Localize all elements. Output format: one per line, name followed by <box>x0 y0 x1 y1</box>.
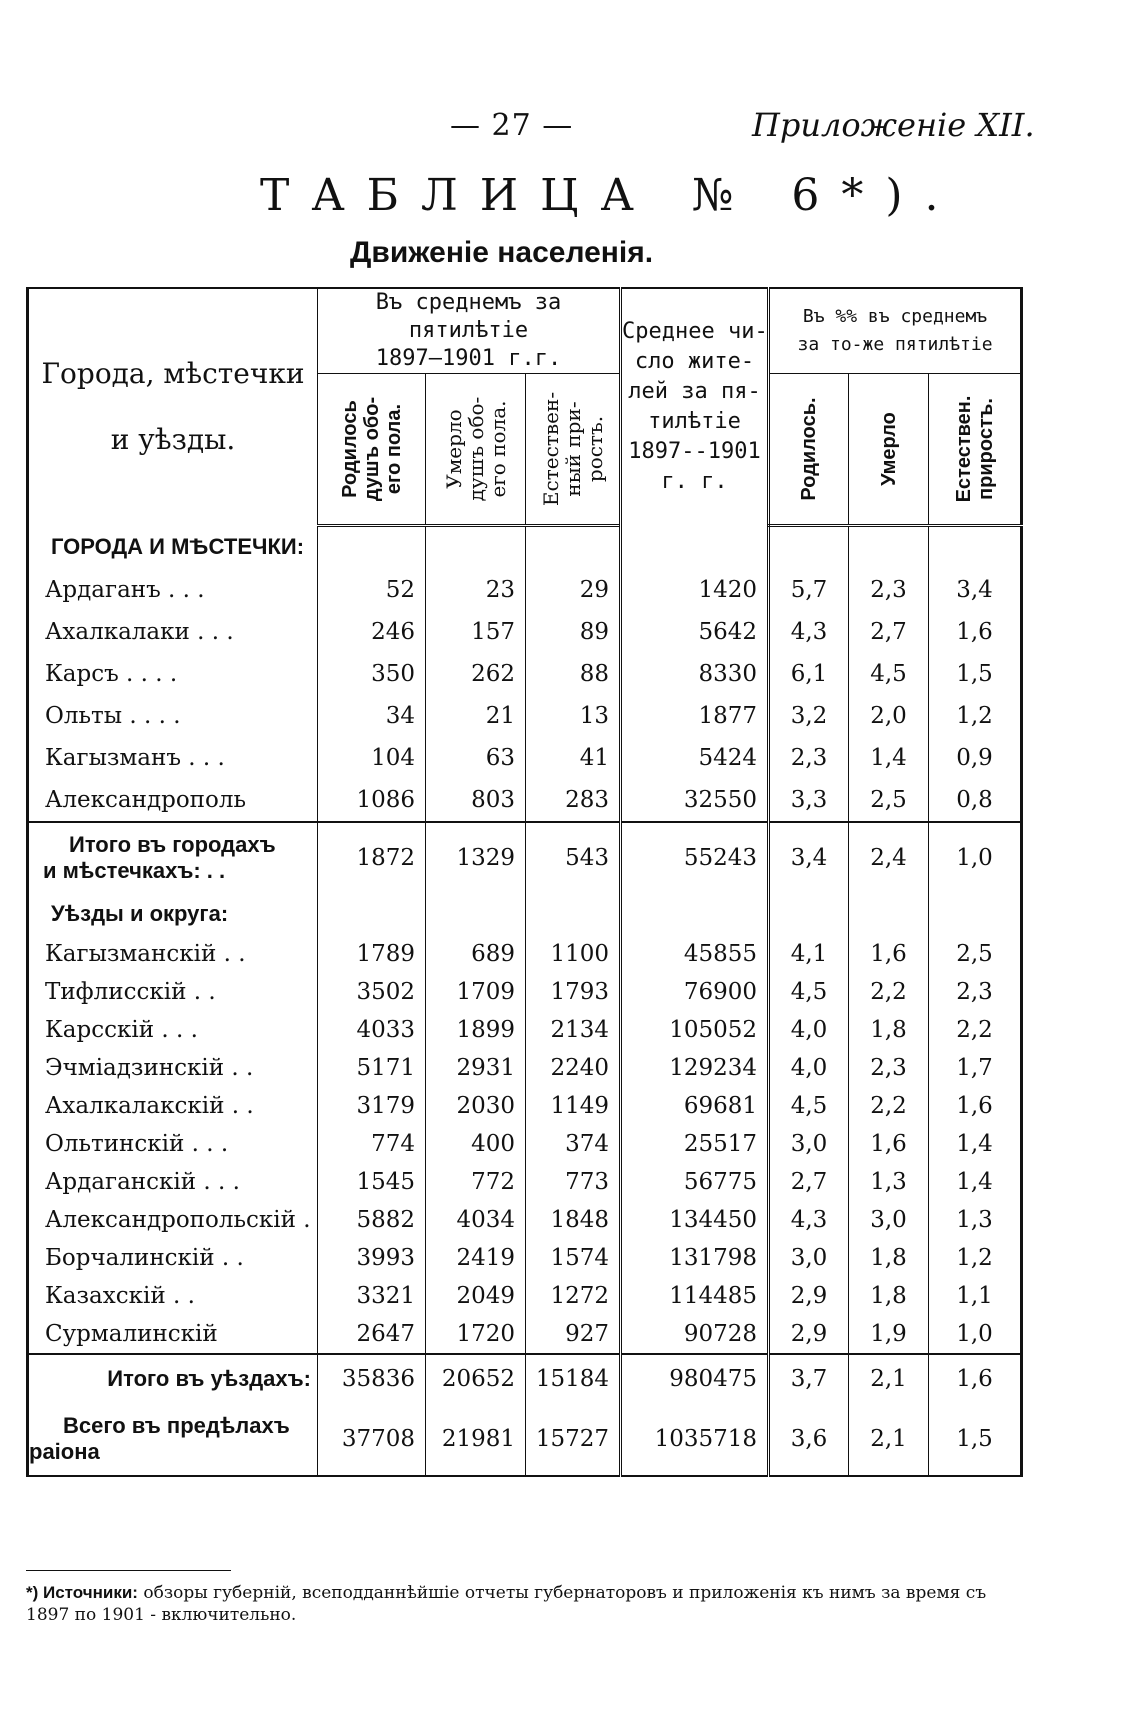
table-row <box>28 653 1022 695</box>
table-row <box>28 779 1022 822</box>
col-header-avg-population-text: Среднее чи- сло жите- лей за пя- тилѣтіе 1897--1901 г. г. <box>622 319 768 495</box>
cell-p_died: 1,6 <box>849 935 929 973</box>
cell-natural: 15727 <box>526 1403 621 1476</box>
table-row <box>28 737 1022 779</box>
col-group-average <box>318 288 621 374</box>
cell-p_died: 1,6 <box>849 1125 929 1163</box>
table-row-label-cell <box>28 1049 318 1087</box>
table-subtitle: Движеніе населенія. <box>350 236 654 269</box>
cell-p_nat: 1,6 <box>929 1354 1022 1403</box>
cell-born: 1789 <box>318 935 426 973</box>
cell-natural: 374 <box>526 1125 621 1163</box>
cell-natural: 15184 <box>526 1354 621 1403</box>
table-row-label-cell <box>28 737 318 779</box>
col-header-died-text: Умерло душъ обо- его пола. <box>441 396 510 502</box>
cell-born: 1872 <box>318 822 426 893</box>
cell-pop: 69681 <box>621 1087 769 1125</box>
cell-p_nat: 1,4 <box>929 1125 1022 1163</box>
grand-total-row-label-cell <box>28 1403 318 1476</box>
cell-p_died: 2,4 <box>849 822 929 893</box>
cell-pop: 129234 <box>621 1049 769 1087</box>
cell-pop: 45855 <box>621 935 769 973</box>
cell-p_died: 2,3 <box>849 1049 929 1087</box>
table-row-label-cell <box>28 1011 318 1049</box>
cell-p_nat: 1,2 <box>929 1239 1022 1277</box>
col-group-percent-line1: Въ %% въ среднемъ <box>802 306 988 327</box>
cell-natural: 543 <box>526 822 621 893</box>
cell-died: 772 <box>426 1163 526 1201</box>
table-row <box>28 569 1022 611</box>
cell-died: 2931 <box>426 1049 526 1087</box>
cell-p_born: 2,9 <box>769 1277 849 1315</box>
col-group-percent <box>769 288 1022 374</box>
table-row <box>28 1087 1022 1125</box>
cell-died: 803 <box>426 779 526 822</box>
cell-pop: 131798 <box>621 1239 769 1277</box>
table-row-label-cell <box>28 935 318 973</box>
row-name: Ольтинскій . . . <box>45 1131 229 1157</box>
cell-born: 3179 <box>318 1087 426 1125</box>
col-header-pct-died <box>849 374 929 526</box>
table-row-label-cell <box>28 695 318 737</box>
cell-died: 1329 <box>426 822 526 893</box>
row-name: Казахскій . . <box>45 1283 195 1309</box>
cell-p_nat: 1,4 <box>929 1163 1022 1201</box>
cell-p_died: 3,0 <box>849 1201 929 1239</box>
row-name: Сурмалинскій <box>45 1321 218 1347</box>
cell-born: 4033 <box>318 1011 426 1049</box>
cell-pop: 114485 <box>621 1277 769 1315</box>
row-name: Карсъ . . . . <box>45 661 178 687</box>
total-districts-label: Итого въ уѣздахъ: <box>107 1366 311 1391</box>
cell-p_died: 4,5 <box>849 653 929 695</box>
cell-p_nat: 2,2 <box>929 1011 1022 1049</box>
cell-p_born: 3,0 <box>769 1125 849 1163</box>
total-cities-row <box>28 822 1022 893</box>
cell-natural: 283 <box>526 779 621 822</box>
table-row <box>28 1201 1022 1239</box>
page-number: — 27 — <box>450 108 574 143</box>
cell-p_died: 2,2 <box>849 1087 929 1125</box>
cell-p_died: 1,3 <box>849 1163 929 1201</box>
table-row <box>28 1315 1022 1354</box>
cell-p_born: 3,6 <box>769 1403 849 1476</box>
col-header-natural-text: Естествен- ный при- ростъ. <box>538 391 607 507</box>
cell-p_died: 1,8 <box>849 1277 929 1315</box>
footnote <box>26 1582 1026 1626</box>
cell-died: 262 <box>426 653 526 695</box>
cell-natural: 1848 <box>526 1201 621 1239</box>
cell-p_born: 3,4 <box>769 822 849 893</box>
cell-p_nat: 1,5 <box>929 1403 1022 1476</box>
row-name: Тифлисскій . . <box>45 979 216 1005</box>
cell-pop: 25517 <box>621 1125 769 1163</box>
cell-pop: 32550 <box>621 779 769 822</box>
row-name: Эчміадзинскій . . <box>45 1055 254 1081</box>
col-header-cities-line1: Города, мѣстечки <box>41 357 305 391</box>
row-name: Ахалкалаки . . . <box>45 619 234 645</box>
table-row <box>28 935 1022 973</box>
cell-born: 1545 <box>318 1163 426 1201</box>
table-row-label-cell <box>28 1163 318 1201</box>
row-name: Ардаганъ . . . <box>45 577 205 603</box>
cell-born: 37708 <box>318 1403 426 1476</box>
cell-pop: 5424 <box>621 737 769 779</box>
col-header-born-text: Родилось душъ обо- его пола. <box>338 396 405 502</box>
cell-p_nat: 1,6 <box>929 1087 1022 1125</box>
cell-p_nat: 1,5 <box>929 653 1022 695</box>
cell-natural: 1149 <box>526 1087 621 1125</box>
cell-born: 350 <box>318 653 426 695</box>
table-row-label-cell <box>28 1087 318 1125</box>
cell-died: 20652 <box>426 1354 526 1403</box>
cell-p_born: 4,1 <box>769 935 849 973</box>
cell-born: 35836 <box>318 1354 426 1403</box>
cell-p_born: 4,0 <box>769 1011 849 1049</box>
cell-p_died: 2,1 <box>849 1354 929 1403</box>
section-districts-label: Уѣзды и округа: <box>28 893 318 935</box>
cell-pop: 5642 <box>621 611 769 653</box>
cell-natural: 1574 <box>526 1239 621 1277</box>
cell-natural: 89 <box>526 611 621 653</box>
col-group-average-line1: Въ среднемъ за пятилѣтіе <box>375 290 562 343</box>
cell-died: 2049 <box>426 1277 526 1315</box>
cell-pop: 76900 <box>621 973 769 1011</box>
cell-died: 21981 <box>426 1403 526 1476</box>
cell-p_nat: 1,2 <box>929 695 1022 737</box>
cell-p_died: 1,4 <box>849 737 929 779</box>
cell-died: 23 <box>426 569 526 611</box>
cell-died: 2030 <box>426 1087 526 1125</box>
cell-p_nat: 2,3 <box>929 973 1022 1011</box>
cell-p_born: 5,7 <box>769 569 849 611</box>
cell-p_nat: 1,7 <box>929 1049 1022 1087</box>
cell-pop: 90728 <box>621 1315 769 1354</box>
total-districts-row-label-cell <box>28 1354 318 1403</box>
grand-total-line2: раіона <box>29 1439 100 1464</box>
cell-natural: 927 <box>526 1315 621 1354</box>
table-row-label-cell <box>28 611 318 653</box>
table-title: ТАБЛИЦА № 6*). <box>260 170 961 221</box>
cell-born: 1086 <box>318 779 426 822</box>
table-row <box>28 611 1022 653</box>
cell-pop: 55243 <box>621 822 769 893</box>
cell-p_born: 4,5 <box>769 973 849 1011</box>
cell-natural: 13 <box>526 695 621 737</box>
cell-p_nat: 1,6 <box>929 611 1022 653</box>
table-row <box>28 1011 1022 1049</box>
cell-died: 689 <box>426 935 526 973</box>
cell-p_nat: 0,8 <box>929 779 1022 822</box>
cell-p_nat: 1,1 <box>929 1277 1022 1315</box>
grand-total-line1: Всего въ предѣлахъ <box>63 1413 290 1438</box>
cell-p_died: 2,5 <box>849 779 929 822</box>
cell-p_born: 2,9 <box>769 1315 849 1354</box>
cell-p_born: 4,3 <box>769 1201 849 1239</box>
total-cities-line1: Итого въ городахъ <box>69 832 276 857</box>
table-row-label-cell <box>28 1125 318 1163</box>
row-name: Борчалинскій . . <box>45 1245 244 1271</box>
table-row-label-cell <box>28 779 318 822</box>
cell-born: 5171 <box>318 1049 426 1087</box>
cell-born: 3321 <box>318 1277 426 1315</box>
row-name: Кагызманскій . . <box>45 941 246 967</box>
footnote-rule <box>26 1570 231 1571</box>
row-name: Кагызманъ . . . <box>45 745 225 771</box>
cell-died: 2419 <box>426 1239 526 1277</box>
cell-p_born: 2,3 <box>769 737 849 779</box>
footnote-text: обзоры губерній, всеподданнѣйшіе отчеты губернаторовъ и приложенія къ нимъ за время съ 1897 по 1901 - включительно. <box>26 1583 987 1625</box>
table-row-label-cell <box>28 1315 318 1354</box>
table-row <box>28 973 1022 1011</box>
col-header-born <box>318 374 426 526</box>
table-row <box>28 695 1022 737</box>
cell-p_died: 1,9 <box>849 1315 929 1354</box>
cell-born: 34 <box>318 695 426 737</box>
table-row <box>28 1049 1022 1087</box>
cell-born: 3993 <box>318 1239 426 1277</box>
section-cities-label: ГОРОДА И МѢСТЕЧКИ: <box>28 526 318 570</box>
cell-born: 52 <box>318 569 426 611</box>
population-table <box>26 287 1023 1477</box>
col-header-cities <box>28 288 318 526</box>
table-row-label-cell <box>28 1201 318 1239</box>
col-header-pct-natural-text: Естествен. приростъ. <box>952 395 997 503</box>
cell-died: 157 <box>426 611 526 653</box>
cell-natural: 88 <box>526 653 621 695</box>
col-group-average-line2: 1897—1901 г.г. <box>375 346 562 371</box>
table-row-label-cell <box>28 653 318 695</box>
total-districts-row <box>28 1354 1022 1403</box>
cell-natural: 41 <box>526 737 621 779</box>
col-header-cities-line2: и уѣзды. <box>110 423 236 457</box>
row-name: Ардаганскій . . . <box>45 1169 240 1195</box>
table-row-label-cell <box>28 1239 318 1277</box>
cell-p_born: 4,0 <box>769 1049 849 1087</box>
cell-p_born: 3,3 <box>769 779 849 822</box>
cell-p_born: 3,7 <box>769 1354 849 1403</box>
row-name: Александрополь <box>45 787 246 813</box>
cell-p_born: 3,2 <box>769 695 849 737</box>
cell-pop: 56775 <box>621 1163 769 1201</box>
table-row <box>28 1239 1022 1277</box>
cell-died: 4034 <box>426 1201 526 1239</box>
col-header-avg-population <box>621 288 769 526</box>
cell-p_born: 2,7 <box>769 1163 849 1201</box>
cell-pop: 980475 <box>621 1354 769 1403</box>
cell-p_born: 3,0 <box>769 1239 849 1277</box>
cell-natural: 29 <box>526 569 621 611</box>
cell-natural: 1272 <box>526 1277 621 1315</box>
col-header-pct-born-text: Родилось. <box>798 397 821 501</box>
table-row <box>28 1125 1022 1163</box>
col-header-pct-natural <box>929 374 1022 526</box>
cell-p_nat: 1,0 <box>929 822 1022 893</box>
cell-p_nat: 1,3 <box>929 1201 1022 1239</box>
cell-died: 400 <box>426 1125 526 1163</box>
total-cities-line2: и мѣстечкахъ: . . <box>43 858 226 883</box>
cell-pop: 1877 <box>621 695 769 737</box>
grand-total-row <box>28 1403 1022 1476</box>
cell-p_died: 1,8 <box>849 1011 929 1049</box>
col-header-natural <box>526 374 621 526</box>
cell-p_died: 2,2 <box>849 973 929 1011</box>
table-row-label-cell <box>28 973 318 1011</box>
total-cities-row-label-cell <box>28 822 318 893</box>
cell-born: 5882 <box>318 1201 426 1239</box>
cell-p_died: 1,8 <box>849 1239 929 1277</box>
table-row-label-cell <box>28 1277 318 1315</box>
cell-pop: 8330 <box>621 653 769 695</box>
cell-born: 104 <box>318 737 426 779</box>
cell-p_nat: 0,9 <box>929 737 1022 779</box>
cell-p_born: 6,1 <box>769 653 849 695</box>
cell-natural: 773 <box>526 1163 621 1201</box>
cell-born: 2647 <box>318 1315 426 1354</box>
cell-p_nat: 1,0 <box>929 1315 1022 1354</box>
cell-born: 3502 <box>318 973 426 1011</box>
col-header-pct-born <box>769 374 849 526</box>
cell-p_died: 2,0 <box>849 695 929 737</box>
cell-natural: 2134 <box>526 1011 621 1049</box>
cell-pop: 1035718 <box>621 1403 769 1476</box>
cell-pop: 1420 <box>621 569 769 611</box>
section-districts-row <box>28 893 1022 935</box>
col-header-pct-died-text: Умерло <box>877 412 900 486</box>
cell-p_died: 2,1 <box>849 1403 929 1476</box>
appendix-label: Приложеніе XII. <box>752 106 1035 144</box>
cell-natural: 1793 <box>526 973 621 1011</box>
cell-natural: 1100 <box>526 935 621 973</box>
col-group-percent-line2: за то-же пятилѣтіе <box>797 334 993 355</box>
cell-pop: 105052 <box>621 1011 769 1049</box>
cell-p_born: 4,3 <box>769 611 849 653</box>
table-row <box>28 1277 1022 1315</box>
table-row-label-cell <box>28 569 318 611</box>
row-name: Ольты . . . . <box>45 703 181 729</box>
cell-p_nat: 3,4 <box>929 569 1022 611</box>
cell-died: 21 <box>426 695 526 737</box>
cell-died: 1899 <box>426 1011 526 1049</box>
footnote-label: *) Источники: <box>26 1583 138 1602</box>
cell-p_died: 2,7 <box>849 611 929 653</box>
cell-died: 1720 <box>426 1315 526 1354</box>
cell-pop: 134450 <box>621 1201 769 1239</box>
cell-p_died: 2,3 <box>849 569 929 611</box>
cell-natural: 2240 <box>526 1049 621 1087</box>
cell-born: 246 <box>318 611 426 653</box>
row-name: Александропольскій . <box>45 1207 311 1233</box>
table-row <box>28 1163 1022 1201</box>
cell-died: 63 <box>426 737 526 779</box>
row-name: Ахалкалакскій . . <box>45 1093 254 1119</box>
cell-died: 1709 <box>426 973 526 1011</box>
col-header-died <box>426 374 526 526</box>
cell-born: 774 <box>318 1125 426 1163</box>
row-name: Карсскій . . . <box>45 1017 198 1043</box>
cell-p_born: 4,5 <box>769 1087 849 1125</box>
cell-p_nat: 2,5 <box>929 935 1022 973</box>
